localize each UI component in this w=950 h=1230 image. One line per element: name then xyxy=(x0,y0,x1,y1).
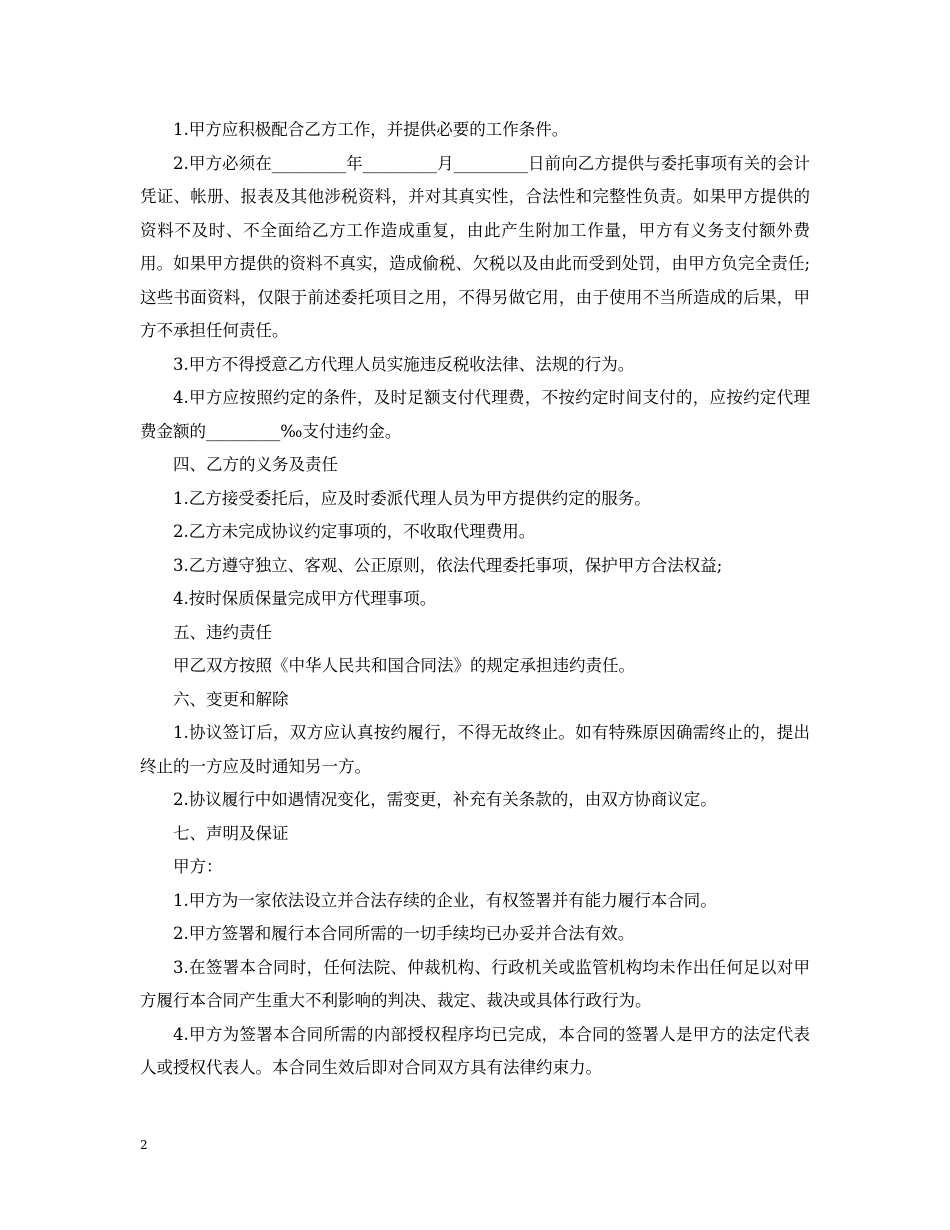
paragraph-14: 2.协议履行中如遇情况变化，需变更，补充有关条款的，由双方协商议定。 xyxy=(173,790,717,809)
paragraph-19: 3.在签署本合同时，任何法院、仲裁机构、行政机关或监管机构均未作出任何足以对甲方履行本合同产生重大不利影响的判决、裁定、裁决或具体行政行为。 xyxy=(140,957,810,1010)
paragraph-4: 4.甲方应按照约定的条件，及时足额支付代理费，不按约定时间支付的，应按约定代理费金额的_________‰支付违约金。 xyxy=(140,388,810,441)
section-heading-4: 四、乙方的义务及责任 xyxy=(173,455,338,474)
paragraph-6: 1.乙方接受委托后，应及时委派代理人员为甲方提供约定的服务。 xyxy=(173,488,651,508)
paragraph-1: 1.甲方应积极配合乙方工作，并提供必要的工作条件。 xyxy=(173,120,569,139)
paragraph-9: 4.按时保质保量完成甲方代理事项。 xyxy=(173,589,437,608)
paragraph-18: 2.甲方签署和履行本合同所需的一切手续均已办妥并合法有效。 xyxy=(173,924,635,943)
paragraph-7: 2.乙方未完成协议约定事项的，不收取代理费用。 xyxy=(173,522,536,541)
paragraph-8: 3.乙方遵守独立、客观、公正原则，依法代理委托事项，保护甲方合法权益; xyxy=(173,555,723,575)
paragraph-3: 3.甲方不得授意乙方代理人员实施违反税收法律、法规的行为。 xyxy=(173,354,635,374)
paragraph-11: 甲乙双方按照《中华人民共和国合同法》的规定承担违约责任。 xyxy=(173,656,635,675)
document-body xyxy=(140,113,810,1085)
section-heading-6: 六、变更和解除 xyxy=(173,689,289,709)
paragraph-2: 2.甲方必须在_________年_________月_________日前向乙方提供与委托事项有关的会计凭证、帐册、报表及其他涉税资料，并对其真实性，合法性和完整性负责。如果甲方提供的资料不及时、不全面给乙方工作造成重复，由此产生附加工作量，甲方有义务支付额外费用。如果甲方提供的资料不真实，造成偷税、欠税以及由此而受到处罚，由甲方负完全责任;这些书面资料，仅限于前述委托项目之用，不得另做它用，由于使用不当所造成的后果，甲方不承担任何责任。 xyxy=(140,153,810,340)
paragraph-20: 4.甲方为签署本合同所需的内部授权程序均已完成，本合同的签署人是甲方的法定代表人或授权代表人。本合同生效后即对合同双方具有法律约束力。 xyxy=(140,1024,810,1077)
page-number: 2 xyxy=(140,1138,148,1152)
paragraph-13: 1.协议签订后，双方应认真按约履行，不得无故终止。如有特殊原因确需终止的，提出终止的一方应及时通知另一方。 xyxy=(140,723,810,776)
section-heading-5: 五、违约责任 xyxy=(173,622,272,642)
party-a-label: 甲方： xyxy=(173,857,223,876)
paragraph-17: 1.甲方为一家依法设立并合法存续的企业，有权签署并有能力履行本合同。 xyxy=(173,890,717,910)
section-heading-7: 七、声明及保证 xyxy=(173,823,289,843)
